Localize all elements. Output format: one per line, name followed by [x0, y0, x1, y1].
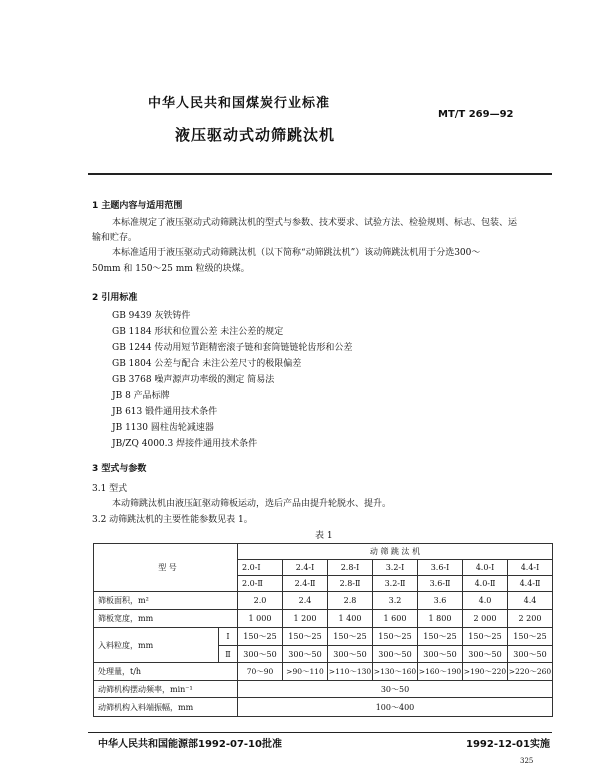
cell: >190～220: [463, 663, 508, 681]
cell: 1 200: [283, 610, 328, 628]
section-2-heading: 2 引用标准: [92, 293, 138, 303]
model-cell: 3.2-Ⅱ: [373, 576, 418, 592]
cell: 150～25: [238, 628, 283, 646]
model-cell: 2.0-Ⅱ: [238, 576, 283, 592]
row-label: 处理量，t/h: [94, 663, 238, 681]
cell: >160～190: [418, 663, 463, 681]
parameter-table: [93, 543, 553, 717]
subsection-3-2: 3.2 动筛跳汰机的主要性能参数见表 1。: [92, 515, 253, 525]
model-cell: 4.4-Ⅰ: [508, 560, 553, 576]
footer-divider: [88, 732, 552, 733]
cell: 300～50: [508, 646, 553, 663]
row-label: 动筛机构摆动频率，min⁻¹: [94, 681, 238, 698]
page-number: 325: [520, 757, 534, 765]
reference-item: GB 3768 噪声源声功率级的测定 简易法: [112, 375, 275, 385]
cell: 1 600: [373, 610, 418, 628]
cell: >220～260: [508, 663, 553, 681]
model-cell: 2.8-Ⅱ: [328, 576, 373, 592]
cell: 3.2: [373, 592, 418, 610]
group-header: 动 筛 跳 汰 机: [238, 544, 553, 560]
cell: 4.0: [463, 592, 508, 610]
cell: 300～50: [283, 646, 328, 663]
reference-item: JB 8 产品标牌: [112, 391, 170, 401]
cell: 300～50: [238, 646, 283, 663]
paragraph: 50mm 和 150～25 mm 粒级的块煤。: [92, 264, 250, 274]
paragraph: 本动筛跳汰机由液压缸驱动筛板运动，选后产品由提升轮脱水、提升。: [112, 499, 392, 509]
cell: 1 400: [328, 610, 373, 628]
reference-item: GB 1804 公差与配合 未注公差尺寸的极限偏差: [112, 359, 302, 369]
reference-item: JB 1130 圆柱齿轮减速器: [112, 423, 214, 433]
cell: 150～25: [508, 628, 553, 646]
sub-label: Ⅰ: [219, 628, 238, 646]
cell: 1 000: [238, 610, 283, 628]
paragraph: 输和贮存。: [92, 233, 138, 243]
reference-item: GB 1184 形状和位置公差 未注公差的规定: [112, 327, 284, 337]
model-cell: 3.6-Ⅰ: [418, 560, 463, 576]
cell: 4.4: [508, 592, 553, 610]
org-title: 中华人民共和国煤炭行业标准: [148, 96, 331, 111]
model-cell: 4.0-Ⅰ: [463, 560, 508, 576]
model-header: 型 号: [94, 544, 238, 592]
cell: 2 200: [508, 610, 553, 628]
cell: 30～50: [238, 681, 553, 698]
cell: 100～400: [238, 698, 553, 717]
paragraph: 本标准适用于液压驱动式动筛跳汰机（以下简称“动筛跳汰机”）该动筛跳汰机用于分选300～: [112, 248, 481, 258]
row-label: 入料粒度，mm: [94, 628, 219, 663]
reference-item: JB/ZQ 4000.3 焊接件通用技术条件: [112, 439, 258, 449]
document-title: 液压驱动式动筛跳汰机: [175, 126, 336, 144]
cell: 3.6: [418, 592, 463, 610]
row-label: 筛板宽度，mm: [94, 610, 238, 628]
cell: 1 800: [418, 610, 463, 628]
reference-item: GB 9439 灰铁铸件: [112, 311, 191, 321]
cell: 300～50: [418, 646, 463, 663]
reference-item: GB 1244 传动用短节距精密滚子链和套筒链链轮齿形和公差: [112, 343, 353, 353]
cell: >130～160: [373, 663, 418, 681]
implementation-date: 1992-12-01实施: [466, 739, 550, 750]
model-cell: 2.4-Ⅱ: [283, 576, 328, 592]
cell: 2 000: [463, 610, 508, 628]
cell: 300～50: [328, 646, 373, 663]
cell: 300～50: [463, 646, 508, 663]
model-cell: 4.4-Ⅱ: [508, 576, 553, 592]
row-label: 动筛机构入料端振幅，mm: [94, 698, 238, 717]
model-cell: 2.4-Ⅰ: [283, 560, 328, 576]
model-cell: 2.8-Ⅰ: [328, 560, 373, 576]
cell: >90～110: [283, 663, 328, 681]
section-3-heading: 3 型式与参数: [92, 464, 147, 474]
sub-label: Ⅱ: [219, 646, 238, 663]
standard-number: MT/T 269—92: [438, 109, 514, 120]
row-label: 筛板面积，m²: [94, 592, 238, 610]
section-1-heading: 1 主题内容与适用范围: [92, 201, 183, 211]
cell: >110～130: [328, 663, 373, 681]
model-cell: 4.0-Ⅱ: [463, 576, 508, 592]
cell: 150～25: [373, 628, 418, 646]
cell: 2.8: [328, 592, 373, 610]
paragraph: 本标准规定了液压驱动式动筛跳汰机的型式与参数、技术要求、试验方法、检验规则、标志、包装、运: [112, 218, 518, 228]
model-cell: 2.0-Ⅰ: [238, 560, 283, 576]
table-caption: 表 1: [315, 531, 333, 541]
subsection-3-1: 3.1 型式: [92, 484, 128, 494]
cell: 2.0: [238, 592, 283, 610]
model-cell: 3.6-Ⅱ: [418, 576, 463, 592]
cell: 300～50: [373, 646, 418, 663]
reference-item: JB 613 锻件通用技术条件: [112, 407, 218, 417]
cell: 150～25: [283, 628, 328, 646]
approval-line: 中华人民共和国能源部1992-07-10批准: [98, 739, 282, 750]
cell: 150～25: [463, 628, 508, 646]
cell: 150～25: [328, 628, 373, 646]
title-divider: [88, 173, 552, 175]
cell: 2.4: [283, 592, 328, 610]
cell: 70～90: [238, 663, 283, 681]
cell: 150～25: [418, 628, 463, 646]
model-cell: 3.2-Ⅰ: [373, 560, 418, 576]
